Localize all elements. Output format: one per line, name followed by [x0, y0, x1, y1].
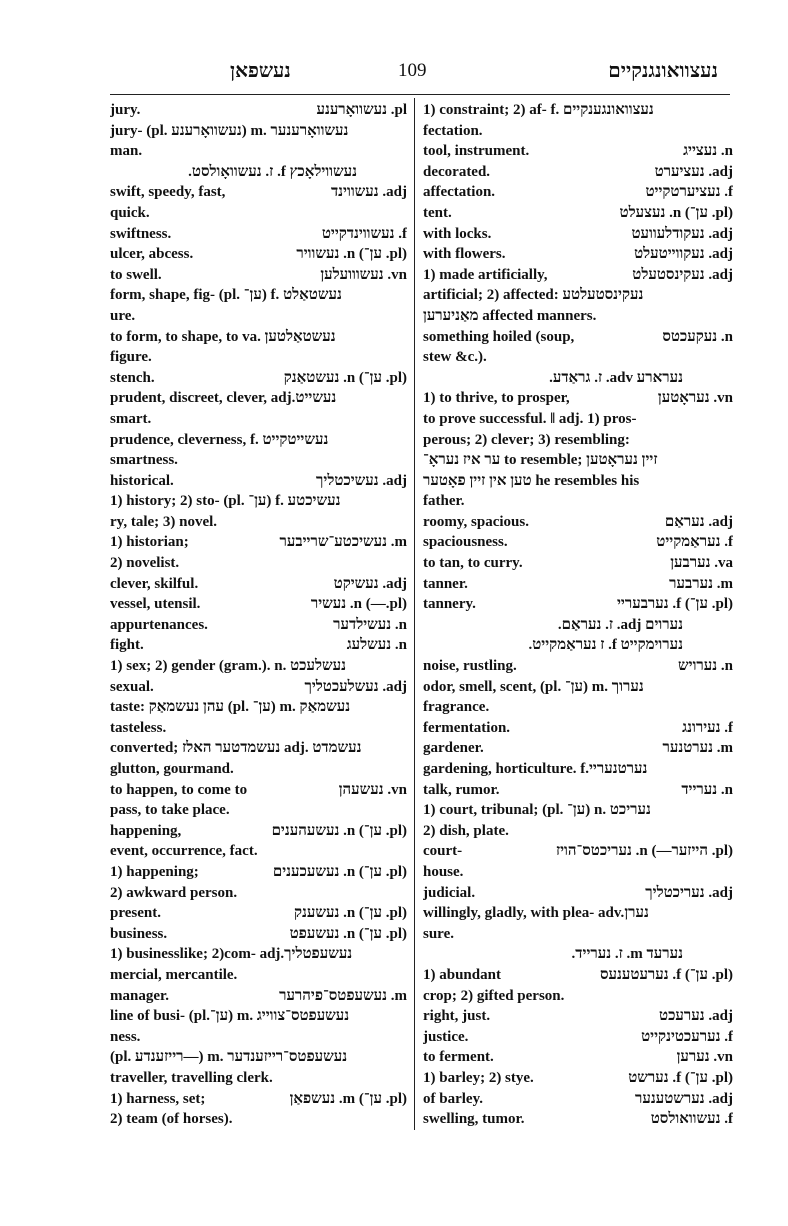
entry-text: father. [423, 493, 465, 510]
entry-text: 1) historian; [110, 534, 189, 551]
entry-headword: (pl. ען־) n. נעצעלט [619, 204, 733, 221]
entry-text: spaciousness. [423, 534, 508, 551]
entry-text: 1) made artificially, [423, 266, 548, 283]
entry-line [423, 203, 733, 224]
entry-text: swift, speedy, fast, [110, 184, 226, 201]
entry-text: decorated. [423, 163, 491, 180]
entry-text: mercial, mercantile. [110, 966, 238, 983]
entry-headword: (pl. ען־) n. נעשעהענים [271, 822, 407, 839]
entry-headword: (pl. ען־) f. נערעטענעס [600, 966, 733, 983]
entry-line [110, 327, 407, 348]
entry-headword: (pl. ען־) f. נערבעריי [616, 596, 733, 613]
entry-text: to tan, to curry. [423, 555, 523, 572]
entry-line [423, 924, 733, 945]
entry-headword: n. נעשילדער [333, 616, 407, 633]
entry-headword: adj. נערעכט [659, 1008, 733, 1025]
entry-line [423, 862, 733, 883]
entry-text: tannery. [423, 596, 476, 613]
entry-line [110, 986, 407, 1007]
entry-text: affectation. [423, 184, 496, 201]
entry-headword: adj. נעריכטליך [645, 884, 733, 901]
entry-text: clever, skilful. [110, 575, 199, 592]
entry-headword: vn. נערען [676, 1049, 733, 1066]
entry-headword: נעשווילאָכץ f. ז. נעשוואָולסט. [188, 163, 357, 180]
entry-headword: n. נערויש [678, 658, 733, 675]
entry-line [423, 532, 733, 553]
entry-text: roomy, spacious. [423, 513, 529, 530]
entry-line [423, 1109, 733, 1130]
entry-line [110, 1089, 407, 1110]
entry-line [110, 532, 407, 553]
entry-line [110, 1068, 407, 1089]
entry-text: stew &c.). [423, 349, 487, 366]
entry-text: (pl. רייזענדע—) m. נעשעפטס־רייזענדער [110, 1049, 348, 1066]
entry-text: jury. [110, 102, 141, 118]
entry-line [110, 594, 407, 615]
entry-headword: (pl. ען־) f. נערשט [628, 1069, 733, 1086]
entry-headword: f. נערעכטינקייט [641, 1028, 733, 1045]
entry-line [110, 883, 407, 904]
entry-line [423, 265, 733, 286]
entry-line [110, 903, 407, 924]
entry-line [110, 1027, 407, 1048]
entry-headword: נערעד m. ז. נערייד. [571, 946, 683, 963]
entry-line [110, 924, 407, 945]
entry-line [110, 759, 407, 780]
entry-text: to prove successful. ‖ adj. 1) pros- [423, 410, 637, 427]
entry-line [423, 471, 733, 492]
entry-line [423, 800, 733, 821]
entry-line [423, 327, 733, 348]
entry-text: something hoiled (soup, [423, 328, 575, 345]
entry-text: figure. [110, 349, 152, 366]
entry-line [423, 986, 733, 1007]
entry-text: to swell. [110, 266, 162, 283]
entry-line [423, 1027, 733, 1048]
entry-headword: adj. נעקינסטעלט [632, 266, 733, 283]
entry-text: tanner. [423, 575, 468, 592]
entry-text: right, just. [423, 1008, 491, 1025]
entry-headword: f. נעירונג [682, 719, 733, 736]
entry-text: ulcer, abcess. [110, 246, 194, 263]
entry-line [423, 903, 733, 924]
entry-headword: n. נעשלעג [346, 637, 407, 654]
entry-text: to happen, to come to [110, 781, 248, 798]
entry-line [423, 821, 733, 842]
entry-text: gardening, horticulture. f.נערטנעריי [423, 761, 648, 777]
entry-headword: נערארע adv. ז. גראַדע. [549, 369, 683, 386]
entry-text: 1) businesslike; 2)com- adj.נעשעפטליך [110, 946, 353, 963]
entry-line [423, 1068, 733, 1089]
entry-text: 1) harness, set; [110, 1090, 206, 1107]
entry-text: fight. [110, 637, 144, 654]
entry-text: historical. [110, 472, 174, 489]
entry-text: טען אין זיין פאָטער he resembles his [423, 472, 640, 489]
entry-line [110, 677, 407, 698]
entry-line [110, 841, 407, 862]
page-header [110, 60, 728, 90]
entry-line [423, 430, 733, 451]
entry-text: crop; 2) gifted person. [423, 987, 565, 1004]
entry-text: man. [110, 143, 143, 160]
entry-line [110, 780, 407, 801]
entry-line [423, 944, 733, 965]
entry-line [423, 162, 733, 183]
entry-headword: m. נערבער [669, 575, 733, 592]
entry-line [423, 450, 733, 471]
entry-headword: adj. נעקווייטעלט [634, 246, 733, 263]
entry-line [110, 965, 407, 986]
entry-line [110, 224, 407, 245]
entry-line [423, 285, 733, 306]
entry-text: artificial; 2) affected: נעקינסטעלטע [423, 287, 644, 304]
entry-text: prudent, discreet, clever, adj.נעשייט [110, 390, 337, 407]
entry-text: odor, smell, scent, (pl. ען־) m. נערוך [423, 678, 644, 695]
entry-line [110, 1047, 407, 1068]
entry-line [423, 306, 733, 327]
entry-line [110, 162, 407, 183]
entry-headword: adj. נעקודלעוועט [631, 225, 733, 242]
entry-headword: n. נעקעכטס [662, 328, 733, 345]
entry-text: traveller, travelling clerk. [110, 1069, 273, 1086]
entry-line [423, 883, 733, 904]
entry-text: to ferment. [423, 1049, 494, 1066]
entry-text: vessel, utensil. [110, 596, 201, 613]
left-column [110, 100, 407, 1130]
entry-text: swiftness. [110, 225, 172, 242]
entry-headword: vn. נעשווועלען [320, 266, 407, 283]
entry-line [423, 1089, 733, 1110]
entry-line [110, 203, 407, 224]
entry-text: 1) constraint; 2) af- f. נעצוואונגענקיים [423, 102, 654, 118]
entry-text: perous; 2) clever; 3) resembling: [423, 431, 630, 448]
entry-text: business. [110, 925, 168, 942]
entry-line [110, 1006, 407, 1027]
entry-headword: m. נעשעפטס־פיהרער [279, 987, 407, 1004]
entry-text: ry, tale; 3) novel. [110, 513, 218, 530]
entry-headword: adj. נעציערט [654, 163, 733, 180]
entry-text: with locks. [423, 225, 492, 242]
entry-text: pass, to take place. [110, 802, 230, 819]
entry-text: swelling, tumor. [423, 1111, 525, 1128]
entry-text: converted; נעשמדטער האלז adj. נעשמדט [110, 740, 362, 757]
entry-line [110, 471, 407, 492]
entry-headword: m. נעשיכטע־שרייבער [279, 534, 407, 551]
entry-line [423, 244, 733, 265]
entry-text: court- [423, 843, 463, 860]
entry-line [423, 224, 733, 245]
entry-line [110, 244, 407, 265]
entry-line [423, 388, 733, 409]
entry-text: 1) court, tribunal; (pl. ען־) n. נעריכט [423, 802, 651, 819]
entry-text: fectation. [423, 122, 483, 139]
entry-headword: (pl. ען־) n. נעשוויר [296, 246, 407, 263]
entry-line [110, 800, 407, 821]
entry-line [423, 512, 733, 533]
entry-line [110, 821, 407, 842]
entry-text: ure. [110, 307, 136, 324]
entry-line [110, 100, 407, 121]
entry-text: judicial. [423, 884, 476, 901]
entry-line [110, 182, 407, 203]
entry-text: 1) happening; [110, 863, 199, 880]
header-left-guideword: נעשפאן [230, 60, 291, 82]
entry-line [423, 635, 733, 656]
entry-line [423, 409, 733, 430]
entry-text: stench. [110, 369, 155, 386]
entry-line [110, 450, 407, 471]
entry-headword: va. נערבען [670, 555, 733, 572]
entry-text: with flowers. [423, 246, 506, 263]
entry-line [423, 594, 733, 615]
entry-text: of barley. [423, 1090, 483, 1107]
entry-headword: f. נעציערטקייט [645, 184, 733, 201]
header-right-guideword: נעצוואונגנקיים [608, 60, 718, 82]
entry-text: 2) dish, plate. [423, 822, 509, 839]
entry-text: to form, to shape, to va. נעשטאַלטען [110, 328, 336, 345]
entry-line [423, 141, 733, 162]
entry-headword: vn. נעראָטען [657, 390, 733, 407]
entry-line [423, 121, 733, 142]
page-number: 109 [398, 60, 427, 81]
entry-line [423, 1006, 733, 1027]
entry-text: sure. [423, 925, 454, 942]
entry-line [110, 388, 407, 409]
entry-text: fragrance. [423, 699, 490, 716]
entry-text: 1) barley; 2) stye. [423, 1069, 534, 1086]
entry-text: taste: עהן נעשמאַק (pl. ען־) m. נעשמאַק [110, 699, 351, 716]
entry-line [423, 100, 733, 121]
entry-line [423, 1047, 733, 1068]
entry-text: prudence, cleverness, f. נעשייטקייט [110, 431, 329, 448]
entry-headword: (pl. ען־) n. נעשעפט [289, 925, 407, 942]
entry-headword: adj. נעראַם [664, 513, 733, 530]
entry-headword: (pl. ען־) m. נעשפאַן [289, 1090, 407, 1107]
entry-headword: f. נעראַמקייט [656, 534, 733, 551]
entry-headword: adj. נערשטענער [635, 1090, 733, 1107]
entry-line [110, 491, 407, 512]
entry-headword: (pl. ען־) n. נעשעכענים [272, 863, 407, 880]
entry-text: tool, instrument. [423, 143, 530, 160]
entry-line [423, 368, 733, 389]
entry-line [110, 944, 407, 965]
entry-headword: f. נעשוואולסט [650, 1111, 733, 1128]
entry-headword: vn. נעשעהן [338, 781, 407, 798]
entry-headword: pl. נעשוואָרענע [316, 102, 407, 118]
entry-headword: נערוימקייט f. ז נעראַמקייט. [528, 637, 683, 654]
entry-text: ness. [110, 1028, 141, 1045]
entry-headword: (pl. ען־) n. נעשטאַנק [283, 369, 407, 386]
entry-text: justice. [423, 1028, 469, 1045]
entry-line [110, 635, 407, 656]
entry-headword: נערוים adj. ז. נעראַם. [557, 616, 683, 633]
entry-headword: n. נעצייג [683, 143, 733, 160]
entry-headword: adj. נעשלעכטליך [304, 678, 407, 695]
entry-text: 1) abundant [423, 966, 501, 983]
right-column [423, 100, 733, 1130]
entry-line [423, 656, 733, 677]
entry-line [423, 182, 733, 203]
entry-line [423, 965, 733, 986]
entry-line [110, 862, 407, 883]
entry-line [423, 574, 733, 595]
entry-text: talk, rumor. [423, 781, 500, 798]
entry-headword: n. נערייד [681, 781, 733, 798]
entry-line [423, 780, 733, 801]
entry-line [110, 718, 407, 739]
entry-line [110, 553, 407, 574]
entry-line [110, 615, 407, 636]
entry-text: 1) sex; 2) gender (gram.). n. נעשלעכט [110, 658, 346, 675]
entry-text: מאַניערען affected manners. [423, 307, 597, 324]
entry-text: sexual. [110, 678, 154, 695]
entry-line [423, 697, 733, 718]
entry-line [423, 759, 733, 780]
entry-headword: adj. נעשיקט [333, 575, 407, 592]
entry-line [110, 512, 407, 533]
entry-headword: (pl.—) n. נעשיר [310, 596, 407, 613]
entry-headword: (pl. הייזער—) n. נעריכטס־הויז [555, 843, 733, 860]
entry-headword: m. נערטנער [662, 740, 733, 757]
entry-line [110, 141, 407, 162]
entry-line [110, 368, 407, 389]
entry-text: gardener. [423, 740, 484, 757]
entry-text: noise, rustling. [423, 658, 517, 675]
entry-line [423, 738, 733, 759]
entry-line [110, 430, 407, 451]
entry-headword: (pl. ען־) n. נעשענק [293, 905, 407, 922]
entry-text: 1) to thrive, to prosper, [423, 390, 570, 407]
entry-text: tent. [423, 204, 452, 221]
entry-text: fermentation. [423, 719, 511, 736]
entry-text: appurtenances. [110, 616, 208, 633]
entry-line [110, 697, 407, 718]
entry-line [110, 121, 407, 142]
entry-line [423, 841, 733, 862]
entry-line [110, 306, 407, 327]
entry-line [423, 347, 733, 368]
entry-text: 2) team (of horses). [110, 1111, 233, 1128]
entry-line [110, 409, 407, 430]
entry-text: quick. [110, 204, 150, 221]
entry-headword: adj. נעשווינד [330, 184, 407, 201]
entry-text: event, occurrence, fact. [110, 843, 258, 860]
entry-text: house. [423, 863, 464, 880]
entry-text: 2) novelist. [110, 555, 180, 572]
entry-text: smart. [110, 410, 152, 427]
entry-line [110, 347, 407, 368]
entry-text: willingly, gladly, with plea- adv.נערן [423, 905, 649, 922]
entry-text: 2) awkward person. [110, 884, 238, 901]
entry-line [423, 553, 733, 574]
entry-headword: adj. נעשיכטליך [316, 472, 407, 489]
entry-text: manager. [110, 987, 170, 1004]
entry-line [110, 574, 407, 595]
entry-line [110, 1109, 407, 1130]
entry-line [110, 656, 407, 677]
entry-text: happening, [110, 822, 182, 839]
entry-text: line of busi- (pl.ען־) m. נעשעפטס־צווייג [110, 1008, 350, 1025]
entry-text: smartness. [110, 452, 178, 469]
entry-text: 1) history; 2) sto- (pl. ען־) f. נעשיכטע [110, 493, 341, 510]
header-rule [110, 94, 730, 95]
entry-line [110, 265, 407, 286]
entry-line [110, 285, 407, 306]
entry-line [423, 615, 733, 636]
entry-text: glutton, gourmand. [110, 761, 234, 777]
entry-text: ער איז נעראָ־ to resemble; זיין נעראָטען [423, 452, 658, 469]
entry-line [110, 738, 407, 759]
entry-line [423, 677, 733, 698]
column-divider [414, 98, 415, 1130]
entry-text: jury- (pl. נעשוואָרענע) m. נעשוואָרענער [110, 122, 349, 139]
entry-headword: f. נעשווינדקייט [321, 225, 407, 242]
entry-line [423, 718, 733, 739]
entry-text: form, shape, fig- (pl. ען־) f. נעשטאַלט [110, 287, 342, 304]
entry-text: tasteless. [110, 719, 167, 736]
entry-text: present. [110, 905, 161, 922]
entry-line [423, 491, 733, 512]
